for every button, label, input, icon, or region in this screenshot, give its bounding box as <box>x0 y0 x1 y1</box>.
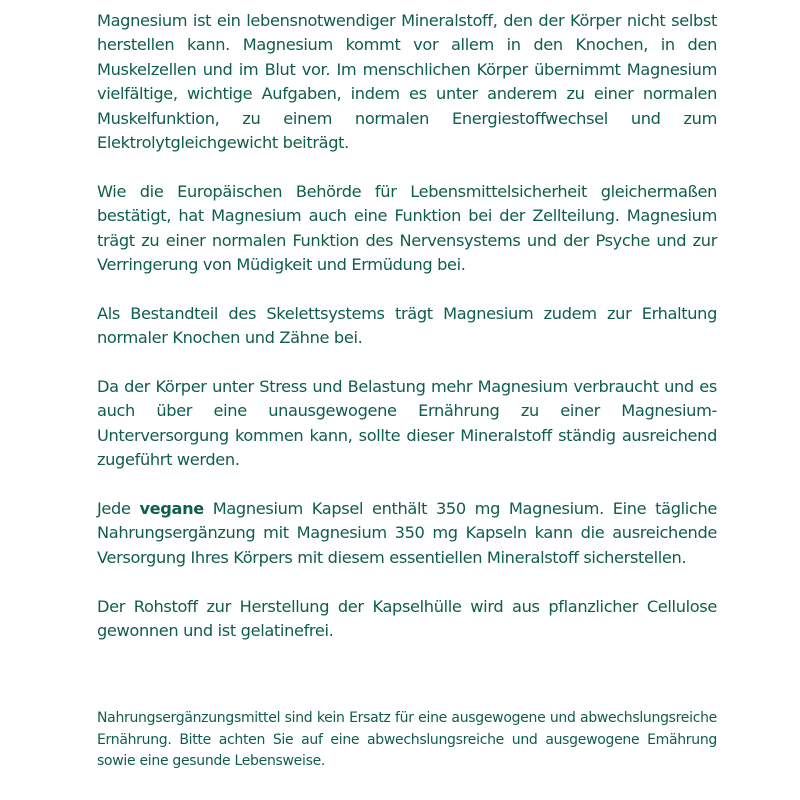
vegan-prefix: Jede <box>97 499 140 519</box>
vegan-emphasis: vegane <box>139 499 204 519</box>
paragraph-spacer <box>97 155 717 179</box>
paragraph-spacer <box>97 473 717 497</box>
paragraph-skeleton: Als Bestandteil des Skelettsystems trägt Magnesium zudem zur Erhaltung normaler Knochen und Zähne bei. <box>97 303 717 348</box>
paragraph-stress: Da der Körper unter Stress und Belastung mehr Magnesium verbraucht und es auch über eine unausgewogene Ernährung zu einer Magnesium-Unterversorgung kommen kann, sollte dieser Mineralstoff ständig ausreichend zugeführt werden. <box>97 377 717 470</box>
paragraph-spacer <box>97 351 717 375</box>
paragraph-capsule: Der Rohstoff zur Herstellung der Kapselhülle wird aus pflanzlicher Cellulose gewonnen und ist gelatinefrei. <box>97 596 717 641</box>
paragraph-intro: Magnesium ist ein lebensnotwendiger Mineralstoff, den der Körper nicht selbst herstellen kann. Magnesium kommt vor allem in den Knochen, in den Muskelzellen und im Blut vor. Im menschlichen Körper übernimmt Magnesium vielfältige, wichtige Aufgaben, indem es unter anderem zu einer normalen Muskelfunktion, zu einem normalen Energiestoffwechsel und zum Elektrolytgleichgewicht beiträgt. <box>97 11 717 153</box>
paragraph-efsa: Wie die Europäischen Behörde für Lebensmittelsicherheit gleichermaßen bestätigt, hat Magnesium auch eine Funktion bei der Zellteilung. Magnesium trägt zu einer normalen Funktion des Nervensystems und der Psyche und zur Verringerung von Müdigkeit und Ermüdung bei. <box>97 181 717 275</box>
paragraph-spacer <box>97 277 717 301</box>
paragraph-vegan <box>97 497 717 570</box>
paragraph-spacer <box>97 570 717 594</box>
disclaimer-footer: Nahrungsergänzungsmittel sind kein Ersatz für eine ausgewogene und abwechslungsreiche Ernährung. Bitte achten Sie auf eine abwechslungsreiche und ausgewogene Emährung sowie eine gesunde Lebensweise. <box>97 710 717 769</box>
product-description <box>97 9 717 643</box>
vegan-suffix: Magnesium Kapsel enthält 350 mg Magnesium. Eine tägliche Nahrungsergänzung mit Magnesium 350 mg Kapseln kann die ausreichende Versorgung Ihres Körpers mit diesem essentiellen Mineralstoff sicherstellen. <box>97 499 717 567</box>
